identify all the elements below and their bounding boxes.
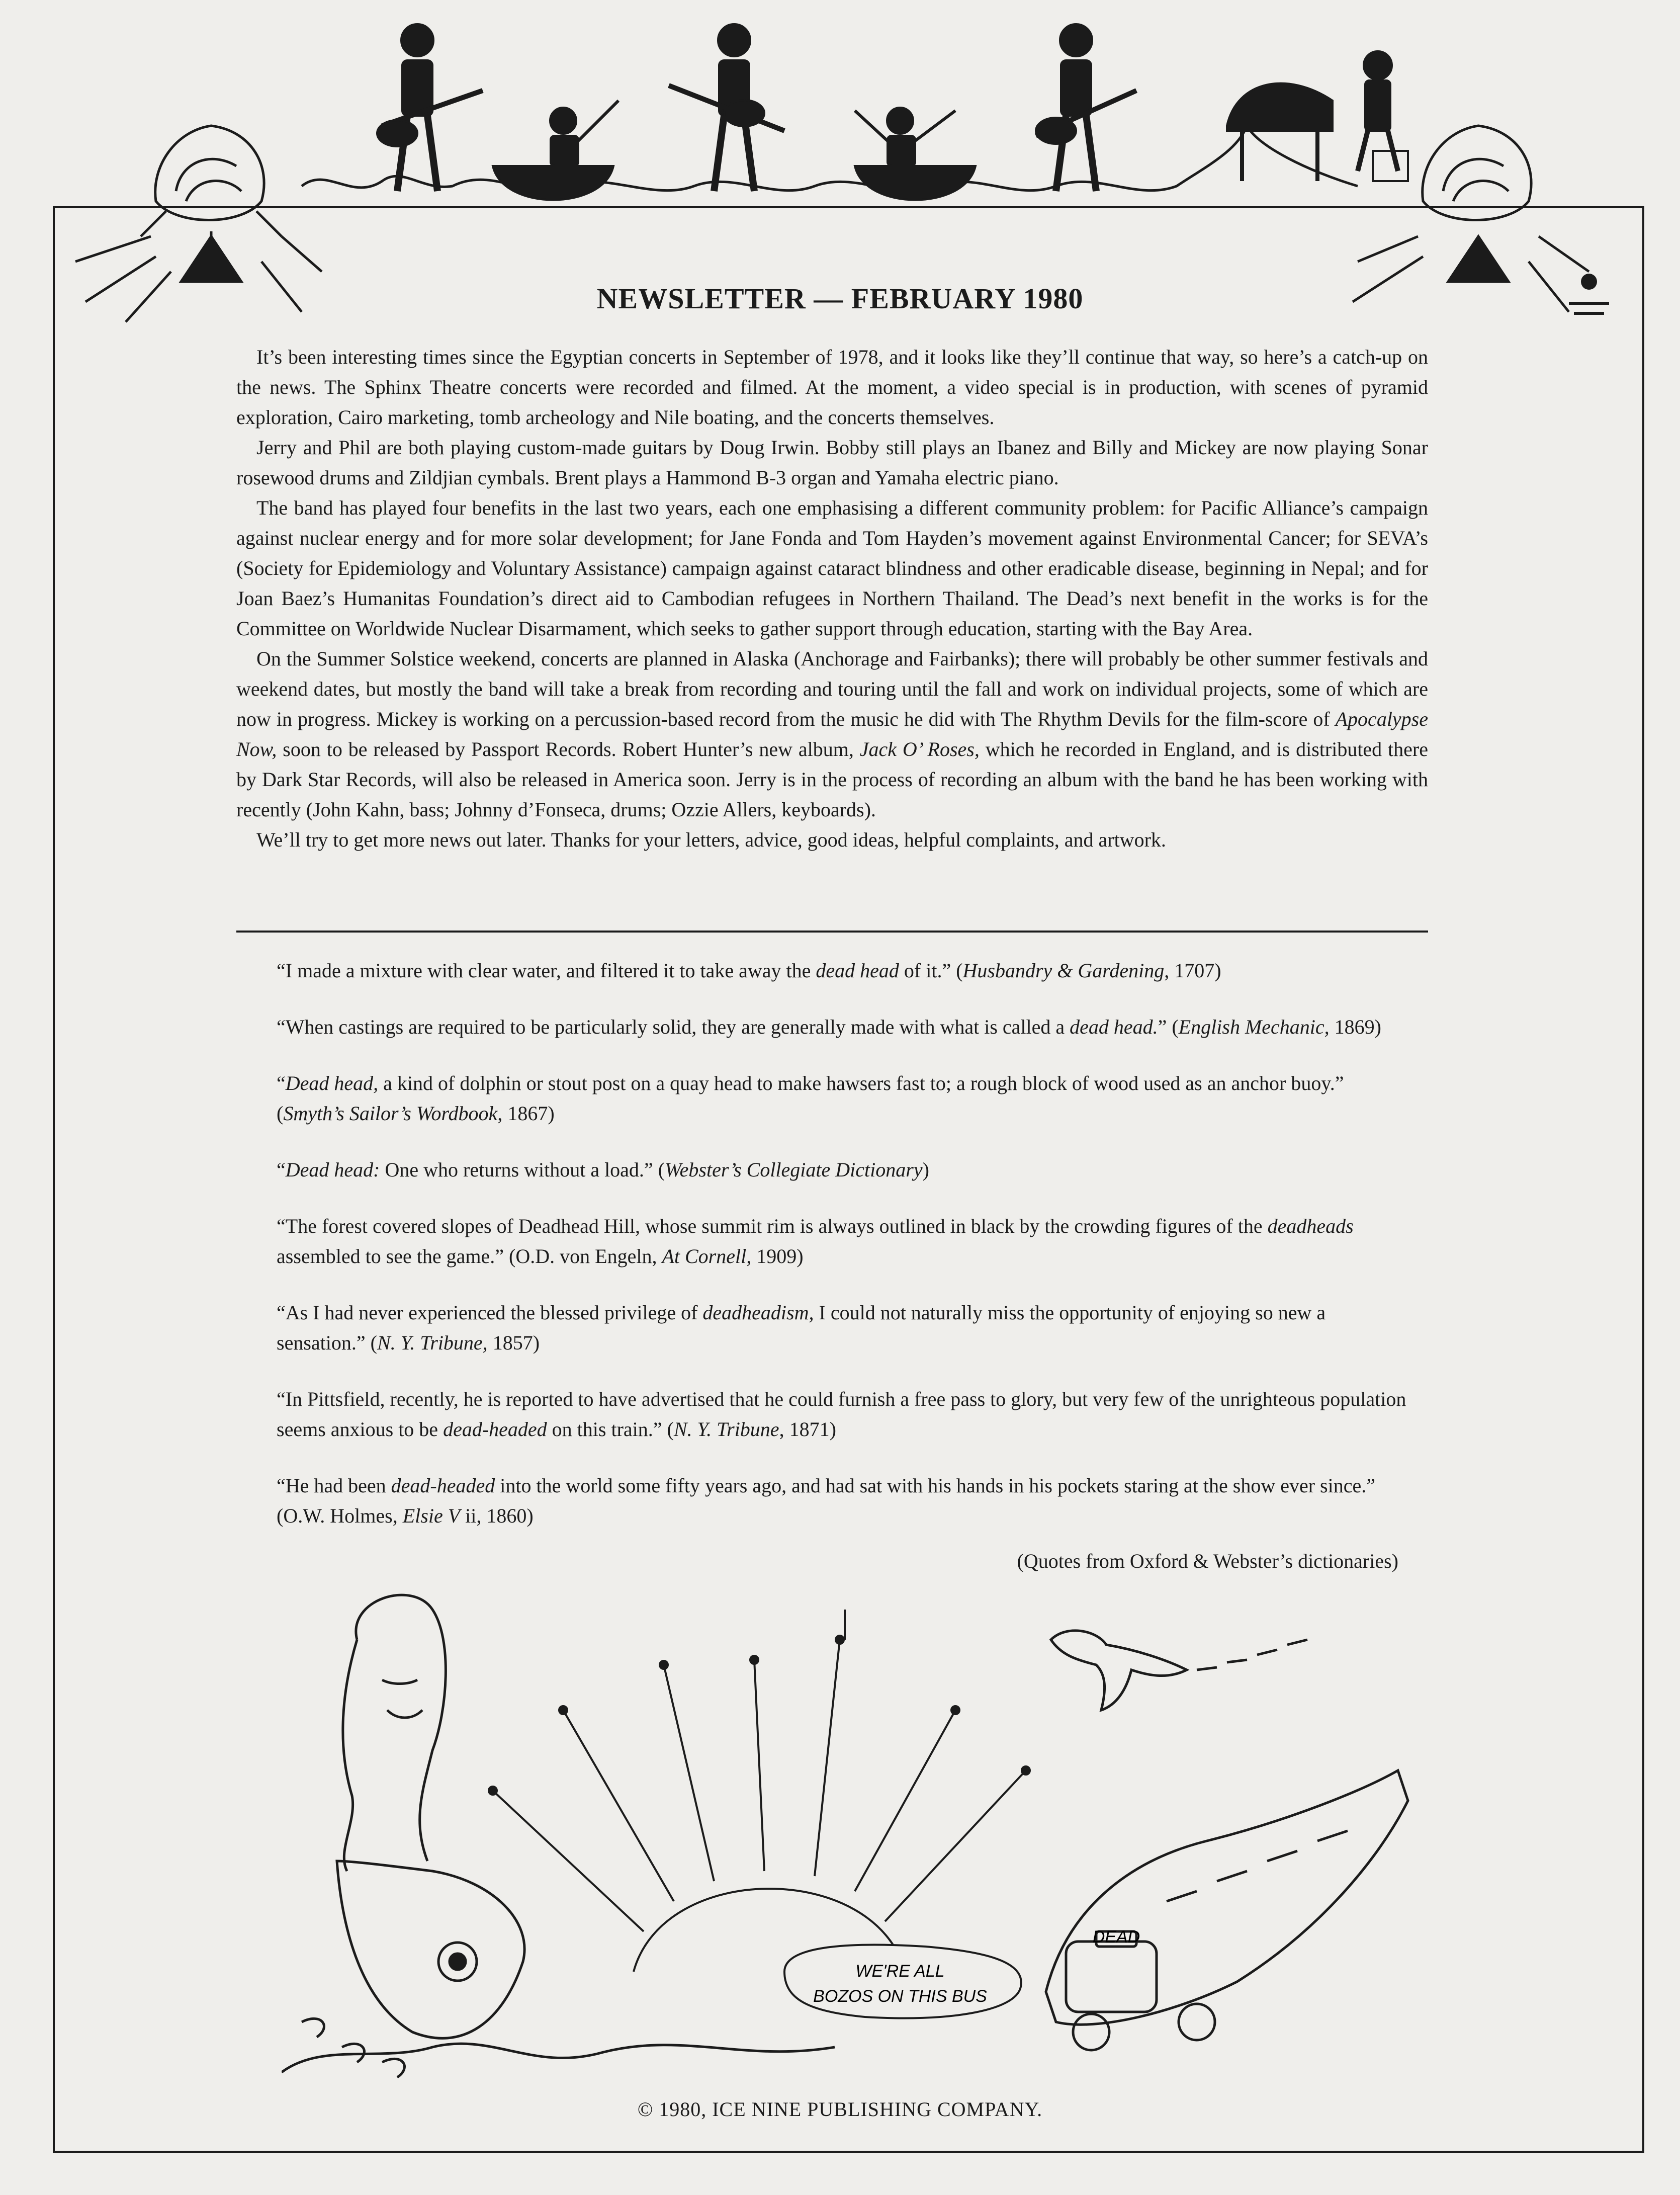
- sun-rays-icon: [489, 1610, 1030, 1972]
- bottom-illustration: [282, 1579, 1418, 2092]
- paragraph: The band has played four benefits in the last two years, each one emphasising a different community problem: for Pacific Alliance’s campaign against nuclear energy and for more solar development; for Jane Fonda and Tom Hayden’s movement against Environmental Cancer; for SEVA’s (Society for Epidemiology and Voluntary Assistance) campaign against cataract blindness and other eradicable disease, beginning in Nepal; and for Joan Baez’s Humanitas Foundation’s direct aid to Cambodian refugees in Northern Thailand. The Dead’s next benefit in the works is for the Committee on Worldwide Nuclear Disarmament, which seeks to gather support through education, starting with the Bay Area.: [236, 496, 1428, 640]
- quote: “The forest covered slopes of Deadhead Hill, whose summit rim is always outlined in black by the crowding figures of the deadheads assembled to see the game.” (O.D. von Engeln, At Cornell, 1909): [277, 1215, 1354, 1268]
- bus-sign: DEAD: [1092, 1927, 1140, 1947]
- paragraph: Jerry and Phil are both playing custom-made guitars by Doug Irwin. Bobby still plays an Ibanez and Billy and Mickey are now playing Sonar rosewood drums and Zildjian cymbals. Brent plays a Hammond B-3 organ and Yamaha electric piano.: [236, 436, 1428, 489]
- quote: “Dead head: One who returns without a load.” (Webster’s Collegiate Dictionary): [277, 1158, 929, 1181]
- bubble-line-2: BOZOS ON THIS BUS: [813, 1987, 987, 2006]
- bus-icon: [1046, 1770, 1408, 2050]
- skeleton-drummer-1-icon: [493, 101, 618, 200]
- skeleton-drummer-2-icon: [855, 108, 976, 200]
- quote: “As I had never experienced the blessed privilege of deadheadism, I could not naturally miss the opportunity of enjoying so new a sensation.” (N. Y. Tribune, 1857): [277, 1301, 1326, 1354]
- skeleton-guitarist-1-icon: [377, 24, 483, 191]
- paragraph: We’ll try to get more news out later. Thanks for your letters, advice, good ideas, helpful complaints, and artwork.: [256, 828, 1166, 851]
- quotes-credit: (Quotes from Oxford & Webster’s dictionaries): [1017, 1550, 1398, 1572]
- bubble-line-1: WE'RE ALL: [855, 1962, 945, 1981]
- page-title: NEWSLETTER — FEBRUARY 1980: [596, 282, 1084, 315]
- skeleton-guitarist-3-icon: [1036, 24, 1136, 191]
- quote: “He had been dead-headed into the world some fifty years ago, and had sat with his hands in his pockets staring at the show ever since.” (O.W. Holmes, Elsie V ii, 1860): [277, 1474, 1375, 1527]
- quote: “I made a mixture with clear water, and filtered it to take away the dead head of it.” (Husbandry & Gardening, 1707): [277, 959, 1221, 982]
- speech-bubble: [784, 1945, 1021, 2018]
- quote: “In Pittsfield, recently, he is reported to have advertised that he could furnish a free pass to glory, but very few of the unrighteous population seems anxious to be dead-headed on this train.” (N. Y. Tribune, 1871): [277, 1388, 1406, 1441]
- quotes-list: [277, 956, 1408, 1557]
- quote: “When castings are required to be particularly solid, they are generally made with what is called a dead head.” (English Mechanic, 1869): [277, 1016, 1381, 1038]
- skeleton-guitarist-2-icon: [669, 24, 784, 191]
- paragraph: On the Summer Solstice weekend, concerts are planned in Alaska (Anchorage and Fairbanks); there will probably be other summer festivals and weekend dates, but mostly the band will take a break from recording and touring until the fall and work on individual projects, some of which are now in progress. Mickey is working on a percussion-based record from the music he did with The Rhythm Devils for the film-score of Apocalypse Now, soon to be released by Passport Records. Robert Hunter’s new album, Jack O’ Roses, which he recorded in England, and is distributed there by Dark Star Records, will also be released in America soon. Jerry is in the process of recording an album with the band he has been working with recently (John Kahn, bass; Johnny d’Fonseca, drums; Ozzie Allers, keyboards).: [236, 647, 1428, 821]
- divider: [236, 931, 1428, 933]
- guitar-cable-line: [302, 126, 1358, 191]
- copyright-notice: © 1980, ICE NINE PUBLISHING COMPANY.: [637, 2098, 1043, 2121]
- quote: “Dead head, a kind of dolphin or stout post on a quay head to make hawsers fast to; a rough block of wood used as an anchor buoy.” (Smyth’s Sailor’s Wordbook, 1867): [277, 1072, 1344, 1125]
- news-body: [236, 342, 1428, 855]
- skeleton-pianist-icon: [1227, 51, 1408, 181]
- paragraph: It’s been interesting times since the Egyptian concerts in September of 1978, and it looks like they’ll continue that way, so here’s a catch-up on the news. The Sphinx Theatre concerts were recorded and filmed. At the moment, a video special is in production, with scenes of pyramid exploration, Cairo marketing, tomb archeology and Nile boating, and the concerts themselves.: [236, 346, 1428, 429]
- bird-icon: [1051, 1631, 1307, 1710]
- fish-man-figure-icon: [282, 1595, 835, 2077]
